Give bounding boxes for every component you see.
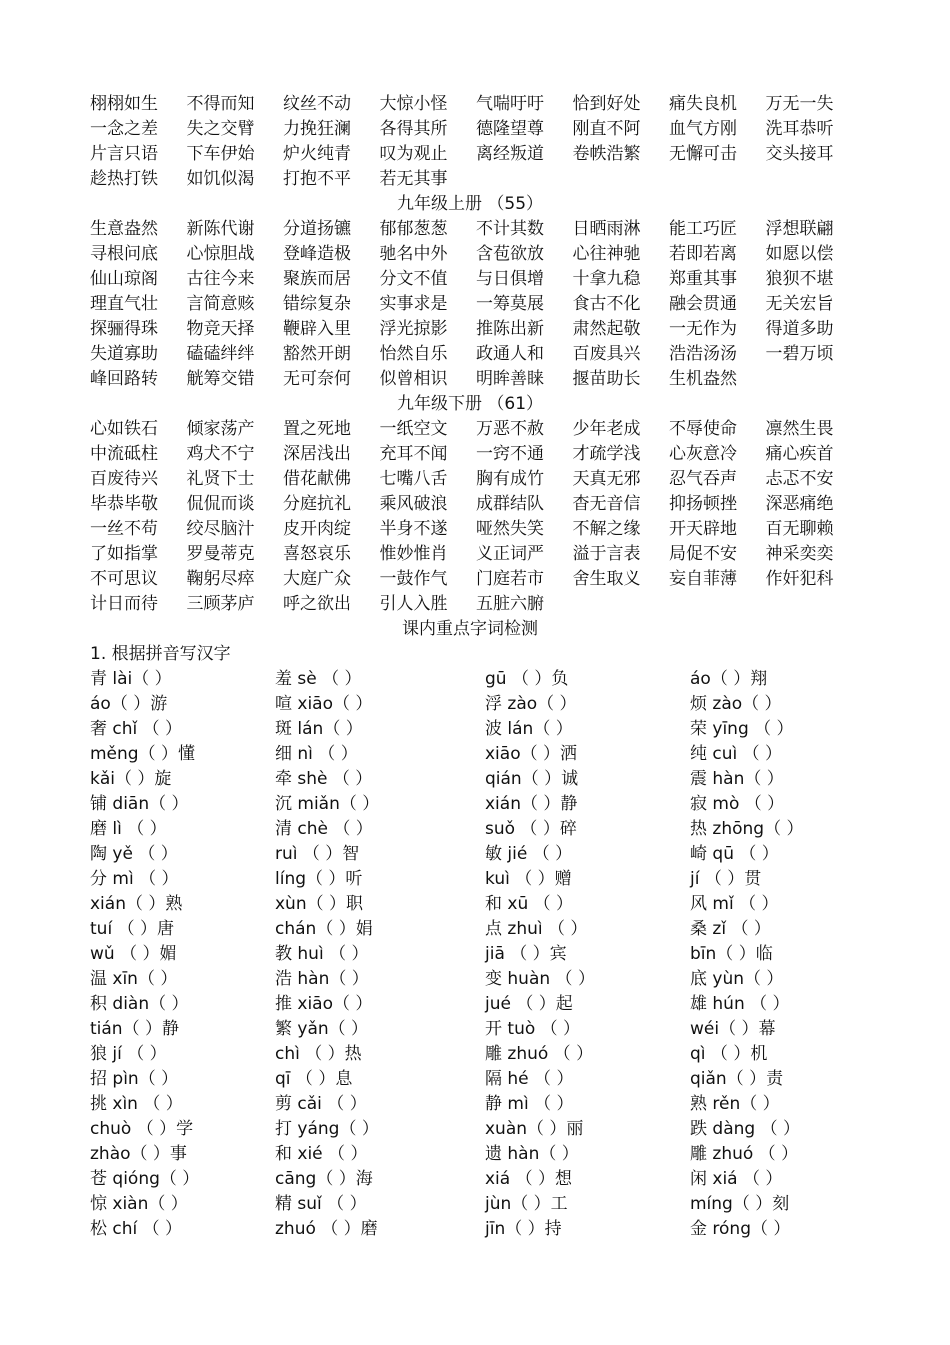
idiom: 心往神驰	[572, 244, 641, 264]
pinyin-blank-item[interactable]: gū （ ）负	[485, 669, 569, 689]
idiom-row	[90, 367, 850, 392]
idiom: 毕恭毕敬	[90, 494, 158, 514]
pinyin-blank-item[interactable]: 隔 hé （ ）	[485, 1069, 574, 1089]
pinyin-blank-item[interactable]: 敏 jié （ ）	[485, 844, 573, 864]
idiom: 力挽狂澜	[283, 119, 351, 139]
idiom: 融会贯通	[669, 294, 737, 314]
idiom-row	[90, 317, 850, 342]
pinyin-blank-item[interactable]: 青 lài（ ）	[90, 669, 172, 689]
pinyin-blank-item[interactable]: 热 zhōng（ ）	[690, 819, 804, 839]
idiom: 狼狈不堪	[765, 269, 834, 289]
idiom: 卷帙浩繁	[572, 144, 641, 164]
pinyin-blank-item[interactable]: zhuó （ ）磨	[275, 1219, 378, 1239]
exercise-row	[90, 967, 850, 992]
idiom: 十拿九稳	[572, 269, 641, 289]
idiom: 凛然生畏	[765, 419, 834, 439]
idiom: 百废具兴	[572, 344, 641, 364]
idiom: 溢于言表	[572, 544, 641, 564]
idiom: 峰回路转	[90, 369, 158, 389]
pinyin-blank-item[interactable]: áo（ ）翔	[690, 669, 768, 689]
pinyin-blank-item[interactable]: jīn（ ）持	[485, 1219, 562, 1239]
idiom: 气喘吁吁	[476, 94, 544, 114]
idiom: 肃然起敬	[572, 319, 641, 339]
idiom: 计日而待	[90, 594, 158, 614]
exercise-row	[90, 817, 850, 842]
pinyin-blank-item[interactable]: 浮 zào（ ）	[485, 694, 577, 714]
pinyin-blank-item[interactable]: qiǎn（ ）责	[690, 1069, 784, 1089]
idiom: 理直气壮	[90, 294, 158, 314]
idiom: 无关宏旨	[765, 294, 834, 314]
idiom-row	[90, 467, 850, 492]
pinyin-blank-item[interactable]: 奢 chǐ （ ）	[90, 719, 183, 739]
pinyin-blank-item[interactable]: 剪 cǎi （ ）	[275, 1094, 367, 1114]
pinyin-blank-item[interactable]: 细 nì （ ）	[275, 744, 358, 764]
idiom: 痛心疾首	[765, 444, 834, 464]
exercise-row	[90, 792, 850, 817]
idiom: 门庭若市	[476, 569, 544, 589]
idiom: 心灰意冷	[669, 444, 737, 464]
idiom: 新陈代谢	[186, 219, 255, 239]
pinyin-blank-item[interactable]: 桑 zǐ （ ）	[690, 919, 771, 939]
pinyin-blank-item[interactable]: 繁 yǎn（ ）	[275, 1019, 369, 1039]
pinyin-blank-item[interactable]: 开 tuò （ ）	[485, 1019, 581, 1039]
idiom: 杳无音信	[572, 494, 641, 514]
pinyin-blank-item[interactable]: 清 chè （ ）	[275, 819, 373, 839]
idiom: 推陈出新	[476, 319, 544, 339]
pinyin-blank-item[interactable]: xùn（ ）职	[275, 894, 364, 914]
pinyin-blank-item[interactable]: xián（ ）静	[485, 794, 578, 814]
idiom: 失之交臂	[186, 119, 255, 139]
idiom: 实事求是	[379, 294, 448, 314]
idiom-row	[90, 92, 850, 117]
idiom: 局促不安	[669, 544, 737, 564]
idiom: 一念之差	[90, 119, 158, 139]
idiom: 深恶痛绝	[765, 494, 834, 514]
pinyin-blank-item[interactable]: xiá （ ）想	[485, 1169, 573, 1189]
idiom: 明眸善睐	[476, 369, 544, 389]
idiom: 舍生取义	[572, 569, 641, 589]
section-heading-grade9-up: 九年级上册 （55）	[396, 194, 544, 214]
pinyin-blank-item[interactable]: 铺 diān（ ）	[90, 794, 189, 814]
idiom: 仙山琼阁	[90, 269, 158, 289]
exercise-row	[90, 1167, 850, 1192]
idiom: 胸有成竹	[476, 469, 544, 489]
section-heading-grade9-down: 九年级下册 （61）	[396, 394, 544, 414]
pinyin-blank-item[interactable]: 荣 yīng （ ）	[690, 719, 794, 739]
idiom-row	[90, 117, 850, 142]
pinyin-blank-item[interactable]: wéi（ ）幕	[690, 1019, 776, 1039]
idiom: 探骊得珠	[90, 319, 158, 339]
idiom: 恰到好处	[572, 94, 641, 114]
idiom: 万恶不赦	[476, 419, 544, 439]
exercise-row	[90, 667, 850, 692]
idiom-row	[90, 542, 850, 567]
idiom: 血气方刚	[669, 119, 737, 139]
idiom: 下车伊始	[186, 144, 255, 164]
pinyin-blank-item[interactable]: míng（ ）刻	[690, 1194, 790, 1214]
pinyin-blank-item[interactable]: 挑 xìn （ ）	[90, 1094, 183, 1114]
idiom: 叹为观止	[379, 144, 448, 164]
idiom-row	[90, 267, 850, 292]
exercise-row	[90, 992, 850, 1017]
idiom: 趁热打铁	[90, 169, 158, 189]
idiom: 洗耳恭听	[765, 119, 834, 139]
idiom: 少年老成	[572, 419, 641, 439]
idiom-row	[90, 592, 850, 617]
idiom: 充耳不闻	[379, 444, 448, 464]
pinyin-blank-item[interactable]: wǔ （ ）媚	[90, 944, 177, 964]
idiom: 倾家荡产	[186, 419, 255, 439]
pinyin-blank-item[interactable]: chuò （ ）学	[90, 1119, 194, 1139]
pinyin-blank-item[interactable]: 风 mǐ （ ）	[690, 894, 779, 914]
idiom: 三顾茅庐	[186, 594, 255, 614]
idiom: 片言只语	[90, 144, 158, 164]
exercise-row	[90, 692, 850, 717]
idiom: 聚族而居	[283, 269, 351, 289]
pinyin-blank-item[interactable]: 羞 sè （ ）	[275, 669, 362, 689]
idiom: 置之死地	[283, 419, 351, 439]
idiom: 食古不化	[572, 294, 641, 314]
exercise-row	[90, 842, 850, 867]
idiom: 能工巧匠	[669, 219, 737, 239]
idiom: 德隆望尊	[476, 119, 544, 139]
pinyin-blank-item[interactable]: 静 mì （ ）	[485, 1094, 574, 1114]
pinyin-blank-item[interactable]: xián（ ）熟	[90, 894, 183, 914]
document-page	[90, 92, 850, 1242]
pinyin-blank-item[interactable]: 雕 zhuó （ ）	[690, 1144, 799, 1164]
pinyin-blank-item[interactable]: 变 huàn （ ）	[485, 969, 595, 989]
pinyin-blank-item[interactable]: 闲 xiá （ ）	[690, 1169, 783, 1189]
pinyin-blank-item[interactable]: 磨 lì （ ）	[90, 819, 167, 839]
exercise-row	[90, 1217, 850, 1242]
pinyin-blank-item[interactable]: zhào（ ）事	[90, 1144, 187, 1164]
idiom: 忐忑不安	[765, 469, 834, 489]
pinyin-blank-item[interactable]: 惊 xiàn（ ）	[90, 1194, 188, 1214]
idiom: 纹丝不动	[283, 94, 351, 114]
exercise-row	[90, 917, 850, 942]
idiom: 登峰造极	[283, 244, 351, 264]
pinyin-blank-item[interactable]: ruì （ ）智	[275, 844, 360, 864]
pinyin-blank-item[interactable]: qī （ ）息	[275, 1069, 353, 1089]
idiom-row	[90, 342, 850, 367]
idiom: 礼贤下士	[186, 469, 255, 489]
idiom: 鞭辟入里	[283, 319, 351, 339]
idiom: 绞尽脑汁	[186, 519, 255, 539]
pinyin-blank-item[interactable]: suǒ （ ）碎	[485, 819, 577, 839]
idiom-row	[90, 492, 850, 517]
idiom: 若即若离	[669, 244, 737, 264]
idiom: 豁然开朗	[283, 344, 351, 364]
idiom: 一碧万顷	[765, 344, 834, 364]
pinyin-blank-item[interactable]: 震 hàn（ ）	[690, 769, 784, 789]
idiom: 得道多助	[765, 319, 834, 339]
idiom: 无可奈何	[283, 369, 351, 389]
exercise-row	[90, 1117, 850, 1142]
exercise-row	[90, 767, 850, 792]
idiom: 天真无邪	[572, 469, 641, 489]
exercise-row	[90, 717, 850, 742]
idiom: 如饥似渴	[186, 169, 255, 189]
idiom: 万无一失	[765, 94, 834, 114]
idiom: 呼之欲出	[283, 594, 351, 614]
pinyin-blank-item[interactable]: 纯 cuì （ ）	[690, 744, 783, 764]
idiom: 物竞天择	[186, 319, 255, 339]
idiom: 罗曼蒂克	[186, 544, 255, 564]
idiom: 开天辟地	[669, 519, 737, 539]
exercise-heading: 课内重点字词检测	[402, 619, 538, 639]
idiom: 分文不值	[379, 269, 448, 289]
idiom: 一纸空文	[379, 419, 448, 439]
pinyin-exercise	[90, 667, 850, 1242]
idiom: 七嘴八舌	[379, 469, 448, 489]
idiom: 神采奕奕	[765, 544, 834, 564]
idiom-row	[90, 217, 850, 242]
exercise-row	[90, 1067, 850, 1092]
exercise-row	[90, 892, 850, 917]
idiom: 驰名中外	[379, 244, 448, 264]
pinyin-blank-item[interactable]: 遗 hàn（ ）	[485, 1144, 579, 1164]
pinyin-blank-item[interactable]: 打 yáng（ ）	[275, 1119, 379, 1139]
pinyin-blank-item[interactable]: 喧 xiāo（ ）	[275, 694, 373, 714]
idiom: 古往今来	[186, 269, 255, 289]
idiom: 含苞欲放	[476, 244, 544, 264]
idiom: 浮想联翩	[765, 219, 834, 239]
exercise-row	[90, 1142, 850, 1167]
pinyin-blank-item[interactable]: jiā （ ）宾	[485, 944, 567, 964]
idiom: 乘风破浪	[379, 494, 448, 514]
pinyin-blank-item[interactable]: tián（ ）静	[90, 1019, 179, 1039]
idiom: 觥筹交错	[186, 369, 255, 389]
idiom-section-grade8	[90, 92, 850, 192]
pinyin-blank-item[interactable]: chán（ ）娟	[275, 919, 373, 939]
idiom: 忍气吞声	[669, 469, 737, 489]
idiom: 不计其数	[476, 219, 544, 239]
pinyin-blank-item[interactable]: 烦 zào（ ）	[690, 694, 782, 714]
idiom: 鸡犬不宁	[186, 444, 255, 464]
pinyin-blank-item[interactable]: kǎi（ ）旋	[90, 769, 172, 789]
idiom: 错综复杂	[283, 294, 351, 314]
exercise-row	[90, 742, 850, 767]
pinyin-blank-item[interactable]: 和 xū （ ）	[485, 894, 574, 914]
idiom: 分庭抗礼	[283, 494, 351, 514]
idiom: 心如铁石	[90, 419, 158, 439]
idiom: 一丝不苟	[90, 519, 158, 539]
idiom: 炉火纯青	[283, 144, 351, 164]
pinyin-blank-item[interactable]: 精 suǐ （ ）	[275, 1194, 367, 1214]
pinyin-blank-item[interactable]: chì （ ）热	[275, 1044, 362, 1064]
idiom: 交头接耳	[765, 144, 834, 164]
idiom: 妄自菲薄	[669, 569, 737, 589]
exercise-row	[90, 1192, 850, 1217]
idiom: 引人入胜	[379, 594, 448, 614]
idiom: 不得而知	[186, 94, 255, 114]
pinyin-blank-item[interactable]: 波 lán（ ）	[485, 719, 573, 739]
idiom: 心惊胆战	[186, 244, 255, 264]
idiom: 政通人和	[476, 344, 544, 364]
idiom-row	[90, 242, 850, 267]
exercise-row	[90, 942, 850, 967]
idiom: 与日俱增	[476, 269, 544, 289]
idiom: 借花献佛	[283, 469, 351, 489]
pinyin-blank-item[interactable]: 崎 qū （ ）	[690, 844, 779, 864]
idiom: 才疏学浅	[572, 444, 641, 464]
pinyin-blank-item[interactable]: 积 diàn（ ）	[90, 994, 189, 1014]
pinyin-blank-item[interactable]: 斑 lán（ ）	[275, 719, 363, 739]
idiom: 郁郁葱葱	[379, 219, 448, 239]
idiom: 了如指掌	[90, 544, 158, 564]
idiom: 大庭广众	[283, 569, 351, 589]
idiom: 似曾相识	[379, 369, 448, 389]
pinyin-blank-item[interactable]: áo（ ）游	[90, 694, 168, 714]
idiom: 郑重其事	[669, 269, 737, 289]
pinyin-blank-item[interactable]: 教 huì （ ）	[275, 944, 369, 964]
idiom: 不可思议	[90, 569, 158, 589]
pinyin-blank-item[interactable]: 沉 miǎn（ ）	[275, 794, 380, 814]
idiom-section-grade9-down	[90, 417, 850, 617]
idiom: 深居浅出	[283, 444, 351, 464]
idiom: 离经叛道	[476, 144, 544, 164]
pinyin-blank-item[interactable]: 雄 hún （ ）	[690, 994, 790, 1014]
idiom-row	[90, 442, 850, 467]
idiom: 哑然失笑	[476, 519, 544, 539]
idiom: 一窍不通	[476, 444, 544, 464]
idiom: 言简意赅	[186, 294, 255, 314]
idiom: 大惊小怪	[379, 94, 448, 114]
pinyin-blank-item[interactable]: cāng（ ）海	[275, 1169, 373, 1189]
pinyin-blank-item[interactable]: 分 mì （ ）	[90, 869, 179, 889]
idiom: 成群结队	[476, 494, 544, 514]
idiom: 打抱不平	[283, 169, 351, 189]
idiom: 作奸犯科	[765, 569, 834, 589]
pinyin-blank-item[interactable]: 金 róng（ ）	[690, 1219, 791, 1239]
idiom: 五脏六腑	[476, 594, 544, 614]
exercise-row	[90, 1092, 850, 1117]
pinyin-blank-item[interactable]: 招 pìn（ ）	[90, 1069, 179, 1089]
idiom: 不辱使命	[669, 419, 737, 439]
pinyin-blank-item[interactable]: qì （ ）机	[690, 1044, 768, 1064]
pinyin-blank-item[interactable]: 寂 mò （ ）	[690, 794, 785, 814]
idiom: 中流砥柱	[90, 444, 158, 464]
idiom: 一无作为	[669, 319, 737, 339]
idiom: 鞠躬尽瘁	[186, 569, 255, 589]
idiom: 若无其事	[379, 169, 448, 189]
pinyin-blank-item[interactable]: 底 yùn（ ）	[690, 969, 784, 989]
idiom: 皮开肉绽	[283, 519, 351, 539]
idiom: 半身不遂	[379, 519, 448, 539]
pinyin-blank-item[interactable]: tuí （ ）唐	[90, 919, 174, 939]
idiom: 一鼓作气	[379, 569, 448, 589]
pinyin-blank-item[interactable]: xiāo（ ）洒	[485, 744, 578, 764]
pinyin-blank-item[interactable]: jí （ ）贯	[690, 869, 762, 889]
pinyin-blank-item[interactable]: 浩 hàn（ ）	[275, 969, 369, 989]
idiom-section-grade9-up	[90, 217, 850, 392]
idiom: 寻根问底	[90, 244, 158, 264]
idiom-row	[90, 142, 850, 167]
pinyin-blank-item[interactable]: 跌 dàng （ ）	[690, 1119, 800, 1139]
idiom-row	[90, 517, 850, 542]
idiom: 揠苗助长	[572, 369, 641, 389]
pinyin-blank-item[interactable]: qián（ ）诚	[485, 769, 579, 789]
idiom: 怡然自乐	[379, 344, 448, 364]
pinyin-blank-item[interactable]: 陶 yě （ ）	[90, 844, 178, 864]
idiom: 生机盎然	[669, 369, 737, 389]
idiom: 无懈可击	[669, 144, 737, 164]
idiom: 如愿以偿	[765, 244, 834, 264]
idiom: 浮光掠影	[379, 319, 448, 339]
idiom-row	[90, 292, 850, 317]
pinyin-blank-item[interactable]: 牵 shè （ ）	[275, 769, 373, 789]
idiom: 失道寡助	[90, 344, 158, 364]
exercise-row	[90, 1042, 850, 1067]
idiom-row	[90, 567, 850, 592]
pinyin-blank-item[interactable]: 温 xīn（ ）	[90, 969, 178, 989]
pinyin-blank-item[interactable]: 和 xié （ ）	[275, 1144, 368, 1164]
pinyin-blank-item[interactable]: 狼 jí （ ）	[90, 1044, 167, 1064]
pinyin-blank-item[interactable]: 推 xiāo（ ）	[275, 994, 373, 1014]
idiom: 磕磕绊绊	[186, 344, 255, 364]
pinyin-blank-item[interactable]: měng（ ）懂	[90, 744, 195, 764]
idiom: 百废待兴	[90, 469, 158, 489]
pinyin-blank-item[interactable]: bīn（ ）临	[690, 944, 773, 964]
idiom-row	[90, 417, 850, 442]
idiom: 生意盎然	[90, 219, 158, 239]
pinyin-blank-item[interactable]: 点 zhuì （ ）	[485, 919, 588, 939]
exercise-row	[90, 1017, 850, 1042]
idiom: 各得其所	[379, 119, 448, 139]
idiom: 喜怒哀乐	[283, 544, 351, 564]
idiom: 百无聊赖	[765, 519, 834, 539]
idiom: 抑扬顿挫	[669, 494, 737, 514]
pinyin-blank-item[interactable]: 苍 qióng（ ）	[90, 1169, 200, 1189]
pinyin-blank-item[interactable]: 熟 rěn（ ）	[690, 1094, 780, 1114]
idiom: 刚直不阿	[572, 119, 641, 139]
exercise-row	[90, 867, 850, 892]
pinyin-blank-item[interactable]: jué （ ）起	[485, 994, 573, 1014]
idiom: 义正词严	[476, 544, 544, 564]
question-title: 1. 根据拼音写汉字	[90, 644, 231, 664]
idiom: 浩浩汤汤	[669, 344, 737, 364]
idiom: 不解之缘	[572, 519, 641, 539]
idiom: 惟妙惟肖	[379, 544, 448, 564]
idiom: 侃侃而谈	[186, 494, 255, 514]
idiom-row	[90, 167, 850, 192]
idiom: 日晒雨淋	[572, 219, 641, 239]
pinyin-blank-item[interactable]: xuàn（ ）丽	[485, 1119, 584, 1139]
pinyin-blank-item[interactable]: 雕 zhuó （ ）	[485, 1044, 594, 1064]
idiom: 栩栩如生	[90, 94, 158, 114]
idiom: 痛失良机	[669, 94, 737, 114]
idiom: 分道扬镳	[283, 219, 351, 239]
pinyin-blank-item[interactable]: 松 chí （ ）	[90, 1219, 183, 1239]
pinyin-blank-item[interactable]: líng（ ）听	[275, 869, 363, 889]
pinyin-blank-item[interactable]: kuì （ ）赠	[485, 869, 572, 889]
pinyin-blank-item[interactable]: jùn（ ）工	[485, 1194, 568, 1214]
idiom: 一筹莫展	[476, 294, 544, 314]
